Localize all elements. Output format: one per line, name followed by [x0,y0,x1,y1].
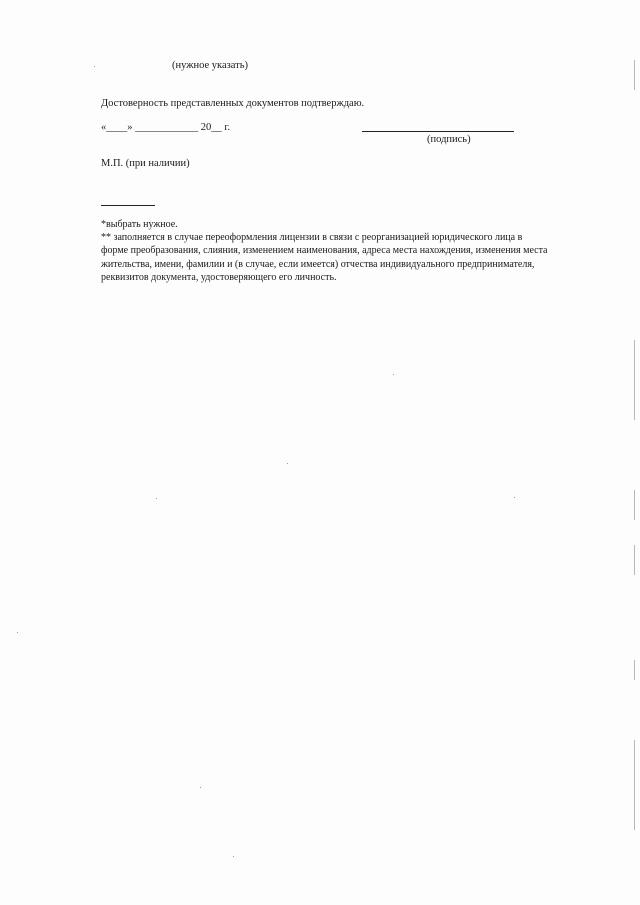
footnote-line: реквизитов документа, удостоверяющего его личность. [101,271,337,283]
scan-edge-mark [634,340,635,420]
scan-speck [156,498,157,499]
footnotes [101,218,591,284]
scan-speck [287,463,288,464]
scan-edge-mark [634,545,635,575]
scan-edge-mark [634,660,635,680]
scan-speck [514,497,515,498]
signature-line [362,131,514,132]
scan-edge-mark [634,490,635,520]
stamp-place: М.П. (при наличии) [101,158,190,169]
footnote-line: *выбрать нужное. [101,219,178,230]
scan-speck [17,632,18,633]
footnote-divider [101,205,155,206]
footnote-line: форме преобразования, слияния, изменением наименования, адреса места нахождения, изменения места [101,245,548,257]
date-line: «____» ____________ 20__ г. [101,122,231,133]
confirmation-statement: Достоверность представленных документов подтверждаю. [101,98,365,109]
footnote-line: ** заполняется в случае переоформления лицензии в связи с реорганизацией юридического лица в [101,232,523,244]
scan-edge-mark [634,60,635,90]
hint-text: (нужное указать) [172,60,249,71]
scan-speck [393,374,394,375]
footnote-line: жительства, имени, фамилии и (в случае, если имеется) отчества индивидуального предпринимателя, [101,258,535,270]
signature-caption: (подпись) [427,134,471,145]
scan-edge-mark [634,740,635,830]
scan-speck [200,787,201,788]
scan-speck [94,66,95,67]
scan-speck [233,856,234,857]
